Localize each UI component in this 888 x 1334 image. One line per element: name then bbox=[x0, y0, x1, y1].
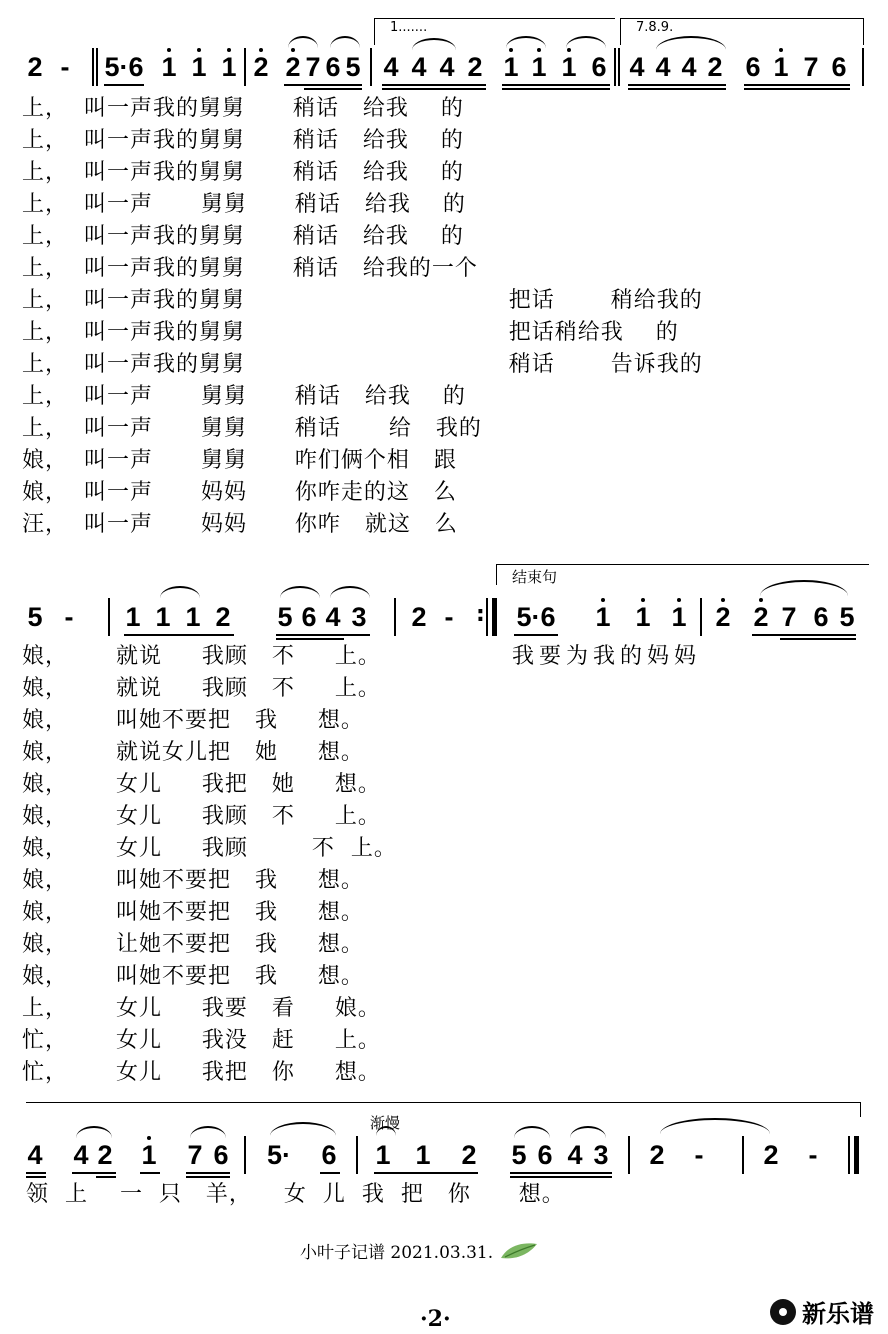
lyric-line: 上， 叫一声 舅舅 稍话 给我 的 bbox=[22, 384, 466, 409]
lyric-line: 汪， 叫一声 妈妈 你咋 就这 么 bbox=[22, 512, 458, 537]
lyric-line: 娘， 就说女儿把 她 想。 bbox=[22, 740, 364, 765]
lyric-line: 娘， 叫她不要把 我 想。 bbox=[22, 708, 364, 733]
system-1: 1....... 7.8.9. 2 - 5·6 1 1 1 2 2 7 6 5 4 4 4 2 1 1 1 6 4 4 4 2 6 1 7 6 上， 叫一声我的舅舅 稍话 给我 的 上， 叫一声我的舅舅 稍话 给我 的 上， 叫一声我的舅舅 稍话 给我 的 上， 叫一声 舅舅 稍话 给我 的 上， 叫一声我的舅舅 稍话 给我 的 上， 叫一声我的舅舅 稍话 给我的一个 上， 叫一声我的舅舅 把话 稍给我的 上， 叫一声我的舅舅 把话稍给我 的 上， 叫一声我的舅舅 稍话 告诉我的 上， 叫一声 舅舅 稍话 给我 的 上， 叫一声 舅舅 稍话 给 我的 娘， 叫一声 舅舅 咋们俩个相 跟 娘， 叫一声 妈妈 你咋走的这 么 汪， 叫一声 妈妈 你咋 就这 么 bbox=[0, 0, 888, 540]
transcriber-credit bbox=[300, 1238, 541, 1267]
lyric-line: 上， 叫一声我的舅舅 把话稍给我 的 bbox=[22, 320, 679, 345]
lyric-line: 娘， 就说 我顾 不 上。 bbox=[22, 644, 381, 669]
lyric-line: 娘， 叫一声 妈妈 你咋走的这 么 bbox=[22, 480, 457, 505]
lyric-line: 上， 叫一声我的舅舅 把话 稍给我的 bbox=[22, 288, 703, 313]
lyric-line: 上， 叫一声我的舅舅 稍话 告诉我的 bbox=[22, 352, 703, 377]
volta-1-label: 1....... bbox=[390, 20, 428, 35]
lyric-line: 上， 叫一声 舅舅 稍话 给我 的 bbox=[22, 192, 466, 217]
brand-text: 新乐谱 bbox=[802, 1300, 874, 1328]
lyric-line-right: 我要为我的妈妈 bbox=[512, 644, 702, 669]
repeat-colon: : bbox=[476, 602, 485, 627]
lyric-line: 上， 叫一声我的舅舅 稍话 给我 的 bbox=[22, 224, 464, 249]
lyric-line: 上， 女儿 我要 看 娘。 bbox=[22, 996, 381, 1021]
lyric-line: 娘， 叫一声 舅舅 咋们俩个相 跟 bbox=[22, 448, 457, 473]
volta-2-label: 7.8.9. bbox=[636, 20, 674, 35]
lyric-line: 上， 叫一声我的舅舅 稍话 给我 的 bbox=[22, 160, 464, 185]
ending-continuation-line bbox=[26, 1102, 861, 1117]
lyric-line: 娘， 就说 我顾 不 上。 bbox=[22, 676, 381, 701]
lyric-line: 娘， 叫她不要把 我 想。 bbox=[22, 964, 364, 989]
lyric-line: 领 上 一 只 羊， 女 儿 我 把 你 想。 bbox=[26, 1182, 565, 1207]
ending-label: 结束句 bbox=[512, 568, 558, 586]
brand-logo bbox=[770, 1294, 874, 1329]
lyric-line: 娘， 叫她不要把 我 想。 bbox=[22, 868, 364, 893]
page-number: ·2· bbox=[420, 1306, 451, 1332]
credit-text: 小叶子记谱 2021.03.31. bbox=[300, 1243, 494, 1263]
lyric-line: 忙， 女儿 我把 你 想。 bbox=[22, 1060, 381, 1085]
lyric-line: 娘， 女儿 我把 她 想。 bbox=[22, 772, 381, 797]
lyric-line: 上， 叫一声我的舅舅 稍话 给我的一个 bbox=[22, 256, 478, 281]
lyric-line: 娘， 女儿 我顾 不 上。 bbox=[22, 836, 397, 861]
lyric-line: 上， 叫一声我的舅舅 稍话 给我 的 bbox=[22, 96, 464, 121]
leaf-icon bbox=[499, 1240, 541, 1267]
music-disc-icon bbox=[770, 1299, 796, 1325]
lyric-line: 忙， 女儿 我没 赶 上。 bbox=[22, 1028, 381, 1053]
tempo-mark: 渐慢 bbox=[370, 1114, 401, 1132]
lyric-line: 娘， 女儿 我顾 不 上。 bbox=[22, 804, 381, 829]
lyric-line: 上， 叫一声我的舅舅 稍话 给我 的 bbox=[22, 128, 464, 153]
lyric-line: 娘， 让她不要把 我 想。 bbox=[22, 932, 364, 957]
lyric-line: 娘， 叫她不要把 我 想。 bbox=[22, 900, 364, 925]
lyric-line: 上， 叫一声 舅舅 稍话 给 我的 bbox=[22, 416, 482, 441]
system-3: 渐慢 4 4 2 1 7 6 5· 6 1 1 2 5 6 4 3 2 - 2 - 领 上 一 只 羊， 女 儿 我 把 你 想。 bbox=[0, 1100, 888, 1210]
system-2: 结束句 5 - 1 1 1 2 5 6 4 3 2 - : 5·6 1 1 1 2 2 7 6 5 娘， 就说 我顾 不 上。 我要为我的妈妈 娘， 就说 我顾 不 上。 娘， 叫她不要把 我 想。 娘， 就说女儿把 她 想。 娘， 女儿 我把 她 想。 娘， 女儿 我顾 不 上。 娘， 女儿 我顾 不 上。 娘， 叫她不要把 我 想。 娘， 叫她不要把 我 想。 娘， 让她不要把 我 想。 娘， 叫她不要把 我 想。 上， 女儿 我要 看 娘。 忙， 女儿 我没 赶 上。 忙， 女儿 我把 你 想。 bbox=[0, 560, 888, 1080]
